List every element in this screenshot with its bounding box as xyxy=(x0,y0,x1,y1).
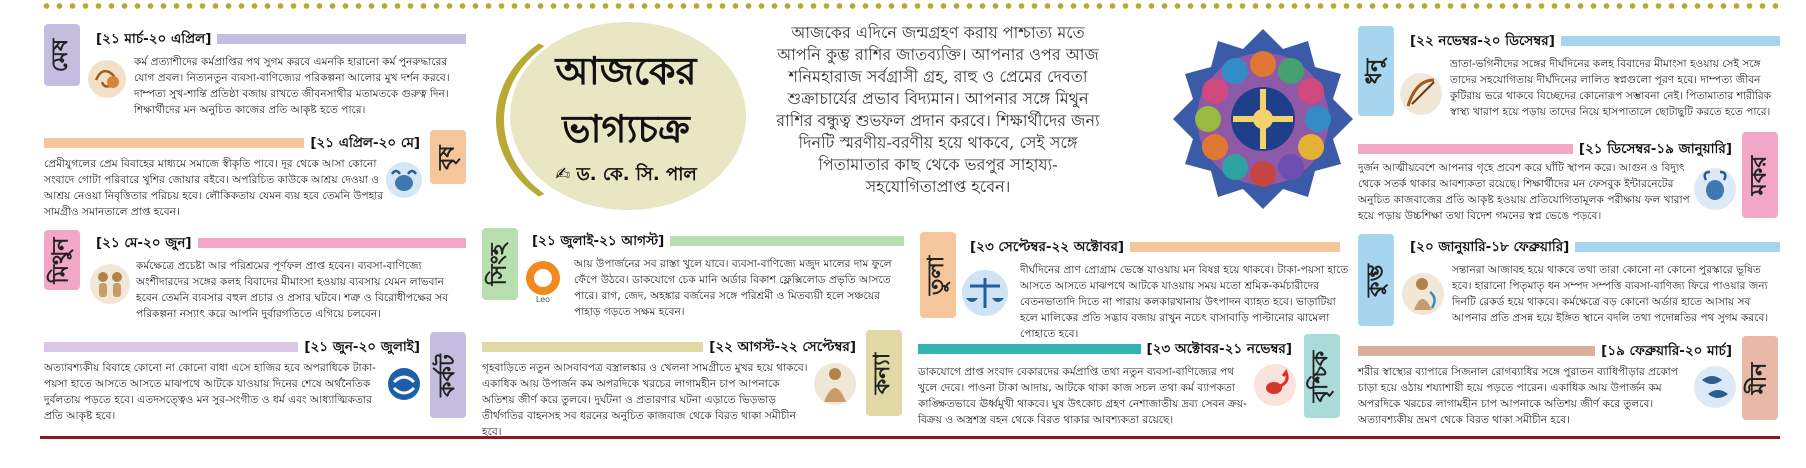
sign-tag: সিংহ xyxy=(482,228,518,300)
masthead xyxy=(496,22,746,212)
scorpion-icon xyxy=(1252,362,1298,408)
archer-icon xyxy=(1398,70,1444,118)
sign-date: [১৯ ফেব্রুয়ারি-২০ মার্চ] xyxy=(1601,342,1732,359)
svg-text:Leo: Leo xyxy=(535,295,551,304)
page-title-line2: ভাগ্যচক্র xyxy=(562,106,690,151)
date-bar xyxy=(1358,346,1595,356)
goat-icon xyxy=(1692,166,1738,212)
sign-tag: মকর xyxy=(1742,132,1778,218)
sign-text: সন্তানরা আজাবহ হয়ে থাকবে তথা তারা কোনো না কোনো পুরস্কারে ভূষিত হবে। হারানো পিতৃমাতৃ ধন সম্পদ সম্পত্তি ব্যবসা-বাণিজ্য ফিরে পাওয়ার জন্য দিনটি রেকর্ড হয়ে থাকবে। কর্মক্ষেত্রে বড় কোনো অর্ডার হাতে আসায় সব আপনার প্রতি প্রসন্ন হয়ে ইঙ্গিত স্থানে বদলি তথা পদোন্নতির পথ সুগম করবে। xyxy=(1452,264,1769,324)
bottom-rule xyxy=(40,436,1780,439)
sign-date: [২১ ডিসেম্বর-১৯ জানুয়ারি] xyxy=(1578,140,1732,157)
date-bar xyxy=(918,344,1141,354)
page-title-line1: আজকের xyxy=(555,48,697,93)
sign-date: [২০ জানুয়ারি-১৮ ফেব্রুয়ারি] xyxy=(1410,238,1570,255)
sign-text: গৃহবাড়িতে নতুন আসবাবপত্র বস্ত্রালঙ্কার ও খেলনা সামগ্রীতে মুখর হয়ে থাকবে। একাধিক আয় উপার্জন কম অপরদিকে খরচের লাগামহীন চাপ আপনাকে অতিশয় জীর্ণ করে তুলবে। দুর্ঘটনা ও প্রতারণার ঘটনা এড়াতে ভিড়ভাড় তীর্থগতির বাহনসহ সব ধরনের অনুচিত কাজবাজ থেকে বিরত থাকা সমীচীন হবে। xyxy=(482,362,808,438)
sign-text: কর্ম প্রত্যাশীদের কর্মপ্রাপ্তির পথ সুগম করবে এমনকি হারানো কর্ম পুনরুদ্ধারের যোগ প্রবল। নিত্যনতুন ব্যবসা-বাণিজ্যের পরিকল্পনা আলোর মুখ দর্শন করবে। দাম্পত্য সুখ-শান্তি প্রতিষ্ঠা বজায় রাখতে জীবনসাথীর মতামতকে গুরুত্ব দিন। শিক্ষার্থীদের মন অনুচিত কাজের প্রতি আকৃষ্ট হতে পারে। xyxy=(134,56,450,116)
zodiac-wheel-icon xyxy=(1170,26,1356,212)
ram-icon xyxy=(86,58,128,100)
maiden-icon xyxy=(812,360,858,408)
pen-icon: ✍ xyxy=(555,164,577,185)
bull-icon xyxy=(384,160,424,200)
sign-text: প্রেমীযুগলের প্রেম বিবাহের মাধ্যমে সমাজে স্বীকৃতি পাবে। দূর থেকে আসা কোনো সংবাদে গোটা পরিবারে খুশির জোয়ার বইবে। অপরিচিত কাউকে আশ্রয় দেওয়া ও আশ্রয় নেওয়া নিবৃত্তিতার পরিচয় হবে। লৌকিকতায় যেমন ব্যয় হবে তেমনি উপহার সামগ্রীও সমানতালে প্রাপ্ত হবেন। xyxy=(44,158,384,218)
date-bar xyxy=(44,138,304,148)
sign-text: দীর্ঘদিনের প্রাণ প্রোগ্রাম ভেস্তে যাওয়ায় মন বিষণ্ণ হয়ে থাকবে। টাকা-পয়সা হাতে আসতে আসতে মাঝপথে আটকে যাওয়ায় সময় মতো শ্রমিক-কর্মচারীদের বেতনভাতাদি দিতে না পারায় কলকারখানায় উৎপাদন ব্যাহত হবে। ভাড়াটিয়া হলে মালিকের প্রতি সদ্ভাব বজায় রাখুন নচেৎ বাসাবাড়ি পাল্টানোর ঝামেলা পোহাতে হবে। xyxy=(1020,264,1349,340)
date-bar xyxy=(1130,242,1340,252)
sign-text: আয় উপার্জনের সব রাস্তা খুলে যাবে। ব্যবসা-বাণিজ্যে মজুদ মালের দাম ফুলে ফেঁপে উঠবে। ডাকযোগে চেক মানি অর্ডার বিকাশ ফ্লেক্সিলোড প্রভৃতি আসতে পারে। রাগ, জেদ, অহঙ্কার বর্জনের সঙ্গে পরিশ্রমী ও মিতব্যয়ী হলে সঞ্চয়ের পাহাড় গড়তে সক্ষম হবেন। xyxy=(574,258,892,318)
intro-paragraph: আজকের এদিনে জন্মগ্রহণ করায় পাশ্চাত্য মতে আপনি কুম্ভ রাশির জাতব্যক্তি। আপনার ওপর আজ শনিমহারাজ সর্বগ্রাসী গ্রহ, রাহু ও প্রেমের দেবতা শুক্রাচার্যের প্রভাব বিদ্যমান। আপনার সঙ্গে মিথুন রাশির বন্ধুত্ব শুভফল প্রদান করবে। শিক্ষার্থীদের জন্য দিনটি স্মরণীয়-বরণীয় হয়ে থাকবে, সেই সঙ্গে পিতামাতার কাছ থেকে ভরপুর সাহায্য-সহযোগিতাপ্রাপ্ত হবেন। xyxy=(776,23,1100,196)
author-byline: ✍ ড. কে. সি. পাল xyxy=(555,164,697,185)
sign-tag: মীন xyxy=(1742,336,1778,420)
date-bar xyxy=(198,238,466,248)
sign-date: [২১ এপ্রিল-২০ মে] xyxy=(310,134,420,151)
sign-date: [২৩ অক্টোবর-২১ নভেম্বর] xyxy=(1146,340,1292,357)
sign-tag: বৃশ্চিক xyxy=(1304,334,1340,418)
crab-icon xyxy=(382,364,426,408)
scales-icon xyxy=(960,268,1010,318)
dotted-border xyxy=(40,0,1780,12)
date-bar xyxy=(217,34,466,44)
sign-text: কর্মক্ষেত্রে প্রচেষ্টা আর পরিশ্রমের পূর্ণফল প্রাপ্ত হবেন। ব্যবসা-বাণিজ্যে অংশীদারদের সঙ্গের কলহ বিবাদের মীমাংসা হওয়ায় ব্যবসায় যেমন লাভবান হবেন তেমনি ব্যবসার বহুল প্রচার ও প্রসার ঘটবে। শত্রু ও বিরোধীপক্ষের সব পরিকল্পনা নস্যাৎ করে আপনি দুর্বারগতিতে এগিয়ে চলবেন। xyxy=(136,260,449,320)
sign-text: অত্যাবশ্যকীয় বিবাহে কোনো না কোনো বাধা এসে হাজির হবে অপরাধিকে টাকা-পয়সা হাতে আসতে আসতে মাঝপথে আটকে যাওয়ায় দিনের শেষে অর্থনৈতিক দুর্বলতায় পড়তে হবে। এতদসত্ত্বেও মন সুর-সংগীত ও ধর্ম এবং আধ্যাত্মিকতার প্রতি আকৃষ্ট হবে। xyxy=(44,362,376,422)
sign-text: শরীর স্বাস্থ্যের ব্যাপারে সিজনাল রোগব্যাধির সঙ্গে পুরাতন ব্যাধিপীড়ার প্রকোপ চাড়া হয়ে ওঠায় শয্যাশায়ী হয়ে পড়তে পারেন। একাধিক আয় উপার্জন কম অপরদিকে খরচের লাগামহীন চাপ আপনাকে অতিশয় জীর্ণ করে তুলবে। অত্যাবশ্যকীয় ভ্রমণ থেকে বিরত থাকা সমীচীন হবে। xyxy=(1358,366,1678,426)
sign-date: [২৩ সেপ্টেম্বর-২২ অক্টোবর] xyxy=(970,238,1125,255)
sign-tag: বৃষ xyxy=(430,130,466,184)
date-bar xyxy=(1561,36,1780,46)
sign-date: [২২ নভেম্বর-২০ ডিসেম্বর] xyxy=(1410,32,1555,49)
twins-icon xyxy=(88,262,132,306)
sign-date: [২১ জুন-২০ জুলাই] xyxy=(304,338,420,355)
sign-date: [২২ আগস্ট-২২ সেপ্টেম্বর] xyxy=(709,338,856,355)
lion-icon xyxy=(522,258,564,304)
date-bar xyxy=(670,236,904,246)
sign-tag: মিথুন xyxy=(44,230,80,290)
sign-date: [২১ মে-২০ জুন] xyxy=(96,234,192,251)
date-bar xyxy=(1358,144,1573,154)
date-bar xyxy=(482,342,703,352)
sign-tag: মেষ xyxy=(44,24,80,86)
sign-tag: কন্যা xyxy=(866,330,902,416)
date-bar xyxy=(1575,242,1780,252)
sign-text: দুর্জন আত্মীয়বেশে আপনার গৃহে প্রবেশ করে ঘাঁটি স্থাপন করে। আগুন ও বিদ্যুৎ থেকে সতর্ক থাকার আবশ্যকতা রয়েছে। শিক্ষার্থীদের মন ফেসবুক ইন্টারনেটের অনুচিত কাজবাজের প্রতি আকৃষ্ট হওয়ায় প্রতিযোগিতামূলক পরীক্ষায় ফল খারাপ হয়ে পড়ায় উচ্চশিক্ষা তথা বিদেশ গমনের স্বপ্ন ভেঙে পড়বে। xyxy=(1358,162,1690,222)
sign-date: [২১ মার্চ-২০ এপ্রিল] xyxy=(96,30,212,47)
waterbearer-icon xyxy=(1400,270,1446,318)
sign-text: ভ্রাতা-ভগিনীদের সঙ্গের দীর্ঘদিনের কলহ বিবাদের মীমাংসা হওয়ায় সেই সঙ্গে তাদের সহযোগিতায় দীর্ঘদিনের লালিত স্বপ্নগুলো পূরণ হবে। দাম্পত্য জীবন কুটিরায় ভরে থাকবে বিচ্ছেদের কোনোরূপ সম্ভাবনা নেই। পিতামাতার শারীরিক স্বাস্থ্য খারাপ হয়ে পড়ায় তাদের নিয়ে হাসপাতালে ছোটাছুটি করতে হতে পারে। xyxy=(1450,58,1772,118)
sign-tag: কর্কট xyxy=(430,332,466,418)
sign-tag: তুলা xyxy=(920,232,956,318)
sign-tag: ধনু xyxy=(1358,26,1394,116)
sign-text: ডাকযোগে প্রাপ্ত সংবাদ বেকারদের কর্মপ্রাপ্তি তথা নতুন ব্যবসা-বাণিজ্যের পথ খুলে দেবে। পাওনা টাকা আদায়, আটকে থাকা কাজ সচল তথা কর্ম ব্যাপকতা কাঙ্ক্ষিতভাবে ঊর্ধ্বমুখী থাকবে। ঘুষ উৎকোচ গ্রহণ নেশাজাতীয় দ্রব্য সেবন ক্রয়-বিক্রয় ও অস্ত্রশস্ত্র বহন থেকে বিরত থাকার আবশ্যকতা রয়েছে। xyxy=(918,366,1247,426)
date-bar xyxy=(44,342,298,352)
sign-date: [২১ জুলাই-২১ আগস্ট] xyxy=(532,232,665,249)
fish-icon xyxy=(1692,364,1738,410)
sign-tag: কুম্ভ xyxy=(1358,234,1394,326)
